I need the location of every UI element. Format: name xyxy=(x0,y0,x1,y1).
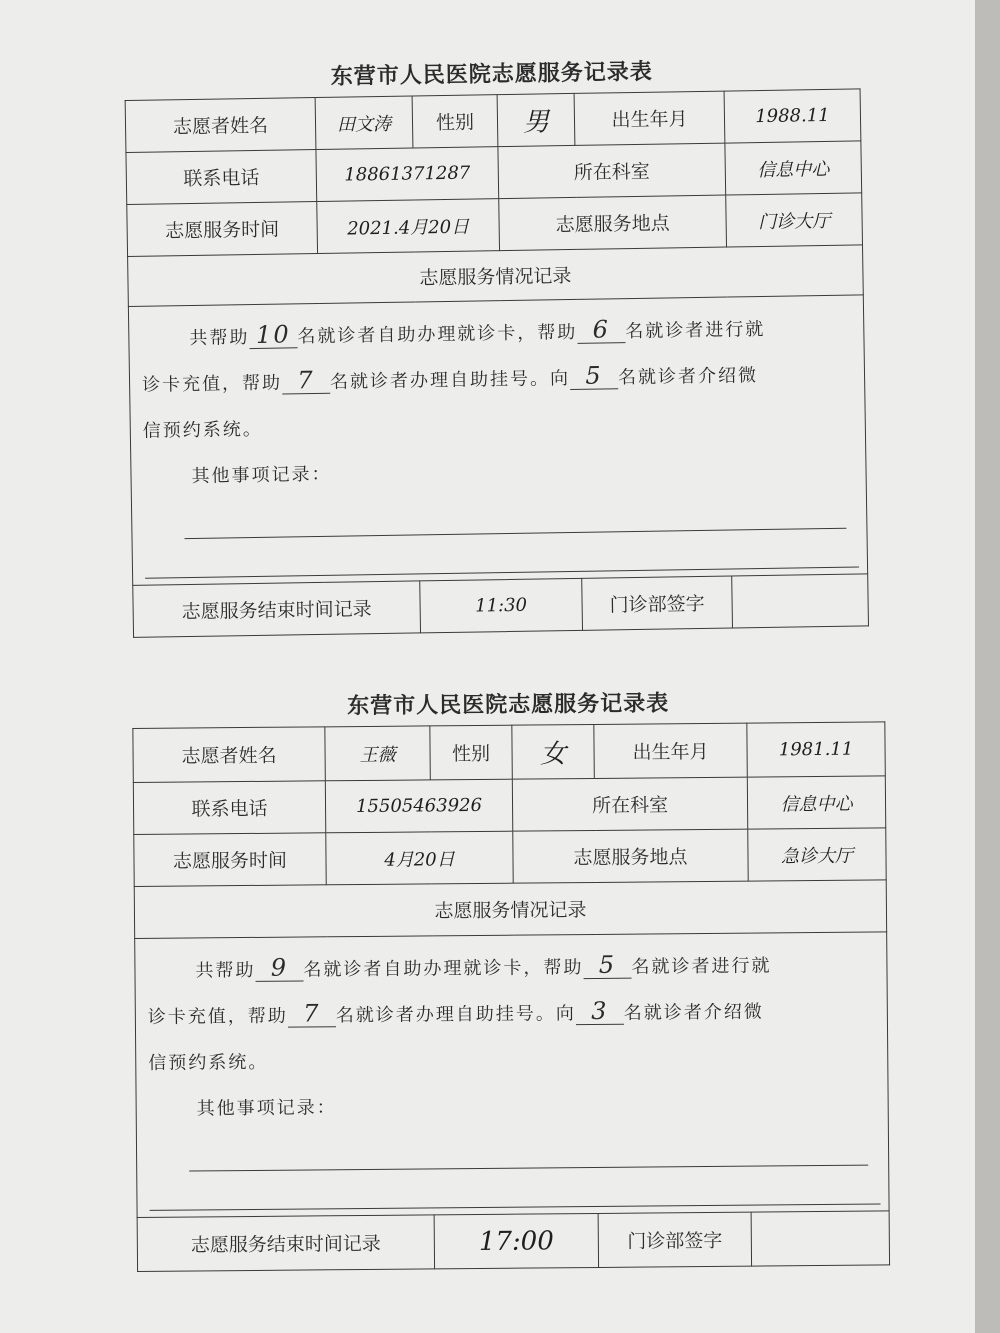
value-name[interactable]: 王薇 xyxy=(325,726,430,781)
value-name[interactable]: 田文涛 xyxy=(315,96,413,150)
record-text: 名就诊者介绍微 xyxy=(623,1001,764,1024)
form-title: 东营市人民医院志愿服务记录表 xyxy=(330,58,653,90)
record-text: 共帮助 xyxy=(195,959,256,982)
volunteer-record-form-1 xyxy=(124,48,868,637)
label-signature: 门诊部签字 xyxy=(582,576,733,630)
record-text: 名就诊者进行就 xyxy=(631,955,772,978)
record-line-3: 信预约系统。 xyxy=(148,1051,269,1074)
form-title: 东营市人民医院志愿服务记录表 xyxy=(347,690,670,720)
record-text: 名就诊者办理自助挂号。向 xyxy=(329,368,571,393)
label-service-time: 志愿服务时间 xyxy=(134,833,326,887)
label-service-place: 志愿服务地点 xyxy=(513,829,748,883)
record-text: 名就诊者办理自助挂号。向 xyxy=(335,1003,576,1027)
count-recharge-blank[interactable]: 6 xyxy=(577,316,625,344)
record-text: 名就诊者进行就 xyxy=(625,318,766,343)
other-notes-line[interactable] xyxy=(149,1169,880,1210)
value-signature[interactable] xyxy=(732,574,869,628)
count-card-blank[interactable]: 10 xyxy=(249,321,297,349)
record-line-2 xyxy=(148,988,879,1040)
label-phone: 联系电话 xyxy=(133,781,325,835)
other-notes-line[interactable] xyxy=(184,494,846,539)
record-text: 名就诊者自助办理就诊卡，帮助 xyxy=(297,321,578,348)
label-name: 志愿者姓名 xyxy=(133,727,325,783)
record-text: 名就诊者介绍微 xyxy=(617,365,759,389)
value-signature[interactable] xyxy=(751,1211,889,1266)
label-dept: 所在科室 xyxy=(512,777,747,831)
other-notes-line[interactable] xyxy=(189,1131,868,1172)
value-phone[interactable]: 15505463926 xyxy=(325,779,512,833)
label-service-time: 志愿服务时间 xyxy=(127,201,318,256)
volunteer-record-form-2 xyxy=(132,681,889,1272)
value-birth[interactable]: 1988.11 xyxy=(724,89,861,143)
record-text: 共帮助 xyxy=(189,327,250,350)
label-gender: 性别 xyxy=(412,95,498,148)
count-wechat-blank[interactable]: 5 xyxy=(570,362,618,390)
paper-edge-background xyxy=(975,0,1000,1333)
record-line-1 xyxy=(147,942,878,994)
label-name: 志愿者姓名 xyxy=(125,98,316,153)
other-notes-label: 其他事项记录： xyxy=(196,1097,337,1120)
record-header: 志愿服务情况记录 xyxy=(134,880,886,939)
value-dept[interactable]: 信息中心 xyxy=(747,776,885,829)
count-wechat-blank[interactable]: 3 xyxy=(576,998,624,1025)
record-text: 名就诊者自助办理就诊卡，帮助 xyxy=(303,957,584,981)
label-dept: 所在科室 xyxy=(498,143,726,199)
label-end-time: 志愿服务结束时间记录 xyxy=(137,1215,434,1272)
label-birth: 出生年月 xyxy=(594,723,747,778)
other-notes-label: 其他事项记录： xyxy=(191,463,332,487)
label-end-time: 志愿服务结束时间记录 xyxy=(133,581,421,638)
other-notes-line[interactable] xyxy=(145,533,859,579)
value-end-time[interactable]: 17:00 xyxy=(434,1213,598,1268)
record-body xyxy=(135,932,889,1218)
record-text: 诊卡充值，帮助 xyxy=(141,372,283,396)
count-recharge-blank[interactable]: 5 xyxy=(583,952,631,979)
label-phone: 联系电话 xyxy=(126,149,317,204)
record-text: 诊卡充值，帮助 xyxy=(147,1005,288,1028)
label-signature: 门诊部签字 xyxy=(598,1212,751,1267)
record-table xyxy=(125,88,869,637)
value-service-time[interactable]: 4月20日 xyxy=(326,831,513,885)
value-service-place[interactable]: 门诊大厅 xyxy=(726,193,863,247)
value-service-place[interactable]: 急诊大厅 xyxy=(748,828,886,881)
count-register-blank[interactable]: 7 xyxy=(288,1000,336,1027)
value-birth[interactable]: 1981.11 xyxy=(747,722,885,777)
record-body xyxy=(128,295,867,586)
value-end-time[interactable]: 11:30 xyxy=(420,578,583,633)
value-dept[interactable]: 信息中心 xyxy=(725,141,862,195)
value-service-time[interactable]: 2021.4月20日 xyxy=(317,199,500,254)
count-card-blank[interactable]: 9 xyxy=(255,955,303,982)
count-register-blank[interactable]: 7 xyxy=(282,367,330,395)
value-gender[interactable]: 男 xyxy=(497,93,575,146)
value-phone[interactable]: 18861371287 xyxy=(316,147,499,202)
record-header: 志愿服务情况记录 xyxy=(128,245,864,307)
record-line-3: 信预约系统。 xyxy=(142,418,263,442)
label-gender: 性别 xyxy=(430,725,512,780)
record-table xyxy=(132,721,890,1272)
value-gender[interactable]: 女 xyxy=(512,724,594,779)
label-service-place: 志愿服务地点 xyxy=(499,195,727,251)
label-birth: 出生年月 xyxy=(574,91,725,145)
